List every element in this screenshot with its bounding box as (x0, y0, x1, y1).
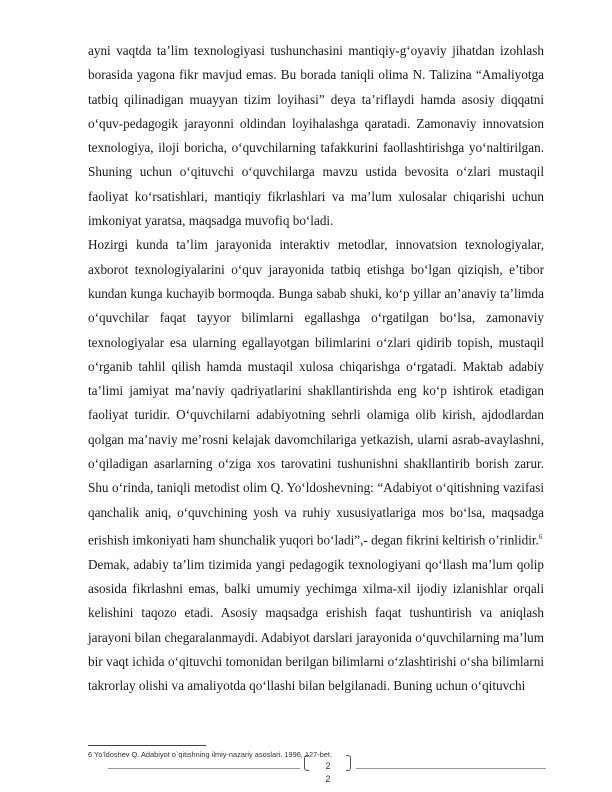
page-number-top: 2 (325, 761, 331, 771)
main-text (88, 39, 544, 698)
footer-rule-right (356, 768, 546, 769)
footnote-divider (88, 745, 206, 746)
footer-rule-left (108, 768, 300, 769)
page-number-bottom: 2 (325, 774, 331, 784)
paragraph-1: ayni vaqtda ta’lim texnologiyasi tushunchasini mantiqiy-g‘oyaviy jihatdan izohlash borasida yagona fikr mavjud emas. Bu borada taniqli olima N. Talizina “Amaliyotga tatbiq qilinadigan muayyan tizim loyihasi” deya ta’riflaydi hamda asosiy diqqatni o‘quv-pedagogik jarayonni oldindan loyihalashga qaratadi. Zamonaviy innovatsion texnologiya, iloji boricha, o‘quvchilarning tafakkurini faollashtirishga yo‘naltirilgan. Shuning uchun o‘qituvchi o‘quvchilarga mavzu ustida bevosita o‘zlari mustaqil faoliyat ko‘rsatishlari, mantiqiy fikrlashlari va ma’lum xulosalar chiqarishi uchun imkoniyat yaratsa, maqsadga muvofiq bo‘ladi. (88, 43, 544, 229)
paragraph-2 (88, 233, 544, 552)
paragraph-3: Demak, adabiy ta’lim tizimida yangi pedagogik texnologiyani qo‘llash ma’lum qolip asosida fikrlashni emas, balki umumiy yechimga xilma-xil ijodiy izlanishlar orqali kelishini taqozo etadi. Asosiy maqsadga erishish faqat tushuntirish va aniqlash jarayoni bilan chegaralanmaydi. Adabiyot darslari jarayonida o‘quvchilarning ma’lum bir vaqt ichida o‘qituvchi tomonidan berilgan bilimlarni o‘zlashtirishi o‘sha bilimlarni takrorlay olishi va amaliyotda qo‘llashi bilan belgilanadi. Buning uchun o‘qituvchi (88, 556, 544, 694)
footnote-marker: 6 (538, 532, 543, 541)
paragraph-2-text: Hozirgi kunda ta’lim jarayonida interaktiv metodlar, innovatsion texnologiyalar, axborot texnologiyalarini o‘quv jarayonida tatbiq etishga bo‘lgan qiziqish, e’tibor kundan kunga kuchayib bormoqda. Bunga sabab shuki, ko‘p yillar an’anaviy ta’limda o‘quvchilar faqat tayyor bilimlarni egallashga o‘rgatilgan bo‘lsa, zamonaviy texnologiyalar esa ularning egallayotgan bilimlarini o‘zlari qidirib topish, mustaqil o‘rganib tahlil qilish hamda mustaqil xulosa chiqarishga o‘rgatadi. Maktab adabiy ta’limi jamiyat ma’naviy qadriyatlarini shakllantirishda eng ko‘p ishtirok etadigan faoliyat turidir. O‘quvchilarni adabiyotning sehrli olamiga olib kirish, ajdodlardan qolgan ma’naviy me’rosni kelajak davomchilariga yetkazish, ularni asrab-avaylashni, o‘qiladigan asarlarning o‘ziga xos tarovatini tushunishni shakllantirib borish zarur. Shu o‘rinda, taniqli metodist olim Q. Yo‘ldoshevning: “Adabiyot o‘qitishning vazifasi qanchalik aniq, o‘quvchining yosh va ruhiy xususiyatlariga mos bo‘lsa, maqsadga erishish imkoniyati ham shunchalik yuqori bo‘ladi”,- degan fikrini keltirish o’rinlidir. (88, 237, 544, 548)
footnote: 6 Yo’ldoshev Q. Adabiyot o`qitishning ilmiy-nazariy asoslari. 1996, 127-bet. (88, 750, 333, 759)
